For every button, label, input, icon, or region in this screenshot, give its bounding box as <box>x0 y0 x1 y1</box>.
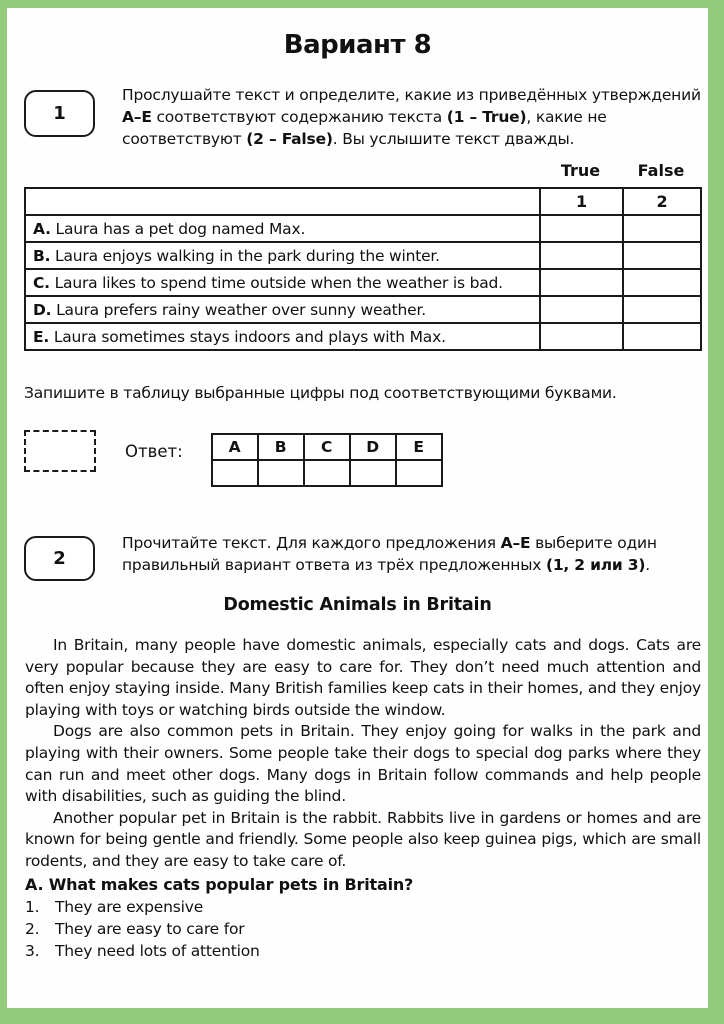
answer-section <box>24 430 443 487</box>
table-header-row <box>25 188 701 215</box>
tf-cell <box>623 296 701 323</box>
tf-column-labels <box>24 161 700 180</box>
statement-text: Laura prefers rainy weather over sunny weather. <box>56 300 426 319</box>
option-text: They are expensive <box>55 898 204 916</box>
tf-cell <box>540 215 623 242</box>
task1-instr-bold: (1 – True) <box>446 108 527 126</box>
write-note: Запишите в таблицу выбранные цифры под соответствующими буквами. <box>24 384 617 402</box>
statement-letter: A. <box>33 219 51 238</box>
task2-instr-bold: (1, 2 или 3) <box>545 556 646 574</box>
empty-header-cell <box>25 188 540 215</box>
task2-header <box>24 532 708 581</box>
answer-cell <box>396 460 442 486</box>
reading-paragraph: Another popular pet in Britain is the rabbit. Rabbits live in gardens or homes and are known for being gentle and friendly. Some people also keep guinea pigs, which are small rodents, and they are easy to take care of. <box>25 808 701 870</box>
table-row <box>25 269 701 296</box>
table-row <box>25 242 701 269</box>
option-number: 2. <box>25 919 40 938</box>
task1-instr-part: , какие не соответствуют <box>122 108 607 148</box>
option-text: They need lots of attention <box>55 941 260 960</box>
task2-instr-bold: А–Е <box>500 534 531 552</box>
task1-number: 1 <box>53 103 66 124</box>
task1-instr-part: Прослушайте текст и определите, какие из приведённых утверждений <box>122 86 701 104</box>
table-row <box>25 296 701 323</box>
answer-header-row <box>212 434 442 460</box>
task2-instr-part: Прочитайте текст. Для каждого предложения <box>122 534 501 552</box>
question-option <box>25 919 701 941</box>
task1-instr-bold: (2 – False) <box>246 130 333 148</box>
tf-spacer <box>24 161 539 180</box>
statement-letter: B. <box>33 246 51 265</box>
option-number: 3. <box>25 941 40 960</box>
statement-text: Laura has a pet dog named Max. <box>55 219 306 238</box>
task1-header <box>24 84 708 150</box>
task2-number-box <box>24 536 95 581</box>
answer-col-header: A <box>212 434 258 460</box>
statement-letter: D. <box>33 300 52 319</box>
answer-col-header: E <box>396 434 442 460</box>
task2-instr-part: . <box>645 556 650 574</box>
false-column-label: False <box>637 161 685 180</box>
worksheet <box>7 8 708 1008</box>
answer-cell <box>304 460 350 486</box>
task1-instr-part: соответствуют содержанию текста <box>151 108 447 126</box>
option-number: 1. <box>25 898 40 916</box>
answer-col-header: B <box>258 434 304 460</box>
task2-instr-part: выберите один правильный вариант ответа из трёх предложенных <box>122 534 657 574</box>
reading-title: Domestic Animals in Britain <box>223 595 492 615</box>
score-dashed-box <box>24 430 96 472</box>
answer-value-row <box>212 460 442 486</box>
statement-letter: E. <box>33 327 50 346</box>
tf-cell <box>540 242 623 269</box>
answer-table <box>211 433 443 487</box>
question-a <box>25 875 701 962</box>
answer-cell <box>350 460 396 486</box>
task1-number-box <box>24 90 95 137</box>
false-num-header: 2 <box>623 188 701 215</box>
reading-paragraph: Dogs are also common pets in Britain. They enjoy going for walks in the park and playing with their owners. Some people take their dogs to special dog parks where they can run and meet other dogs. Many dogs in Britain follow commands and help people with disabilities, such as guiding the blind. <box>25 722 701 806</box>
question-a-label: A. What makes cats popular pets in Britain? <box>25 875 414 894</box>
answer-col-header: C <box>304 434 350 460</box>
tf-cell <box>540 323 623 350</box>
task1-instr-bold: А–Е <box>122 108 152 126</box>
reading-paragraph: In Britain, many people have domestic animals, especially cats and dogs. Cats are very popular because they are easy to care for. They don’t need much attention and often enjoy staying inside. Many British families keep cats in their homes, and they enjoy playing with toys or watching birds outside the window. <box>25 636 701 719</box>
answer-label: Ответ: <box>125 442 183 461</box>
option-text: They are easy to care for <box>55 919 245 938</box>
page-title: Вариант 8 <box>283 30 432 60</box>
statement-text: Laura enjoys walking in the park during the winter. <box>55 246 440 265</box>
task1-instr-part: . Вы услышите текст дважды. <box>332 130 575 148</box>
task1-instruction <box>122 84 708 150</box>
task2-number: 2 <box>53 548 66 569</box>
tf-cell <box>540 296 623 323</box>
statements-table <box>24 187 702 351</box>
tf-cell <box>623 269 701 296</box>
true-num-header: 1 <box>540 188 623 215</box>
statement-text: Laura likes to spend time outside when the weather is bad. <box>54 273 503 292</box>
statement-text: Laura sometimes stays indoors and plays with Max. <box>53 327 446 346</box>
tf-cell <box>623 242 701 269</box>
table-row <box>25 323 701 350</box>
tf-cell <box>623 215 701 242</box>
tf-cell <box>623 323 701 350</box>
table-row <box>25 215 701 242</box>
answer-cell <box>258 460 304 486</box>
task2-instruction <box>122 532 708 576</box>
question-option <box>25 941 701 963</box>
tf-cell <box>540 269 623 296</box>
true-column-label: True <box>560 161 601 180</box>
answer-col-header: D <box>350 434 396 460</box>
statement-letter: C. <box>33 273 50 292</box>
question-option <box>25 897 701 919</box>
reading-text <box>25 635 701 873</box>
answer-cell <box>212 460 258 486</box>
